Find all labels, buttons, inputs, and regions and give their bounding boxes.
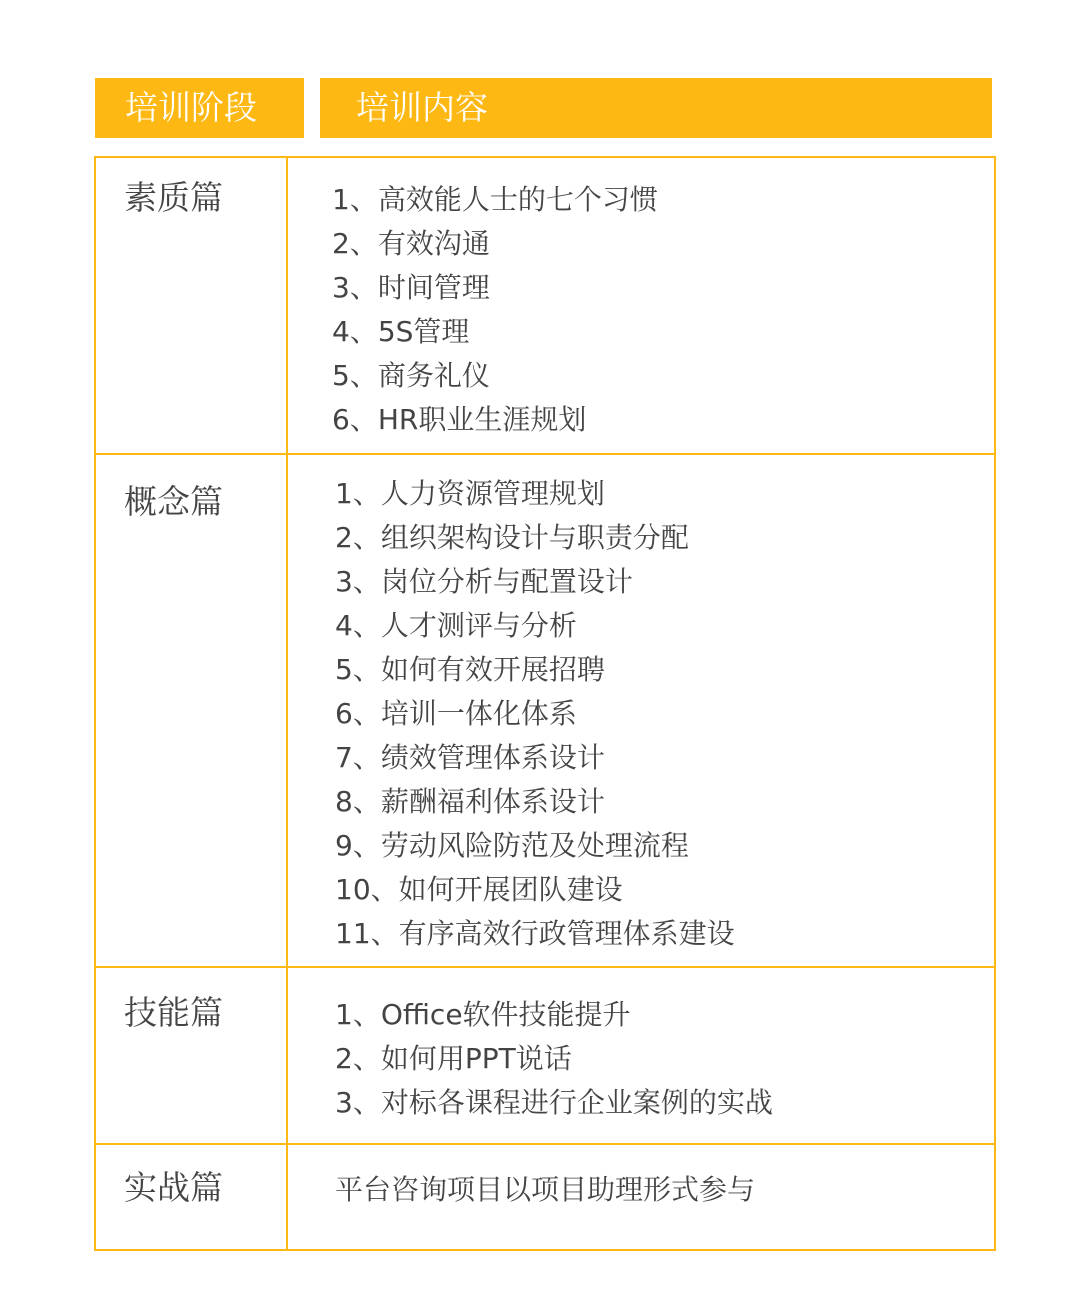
- list-item: 3、岗位分析与配置设计: [335, 565, 633, 598]
- content-list-concept: [335, 472, 735, 956]
- list-item: 6、HR职业生涯规划: [332, 403, 587, 436]
- list-item: 1、Office软件技能提升: [335, 998, 631, 1031]
- header-content-label: 培训内容: [356, 88, 488, 127]
- list-item: 2、如何用PPT说话: [335, 1042, 572, 1075]
- header-content-cell: [320, 78, 992, 138]
- content-list-practice: [335, 1168, 755, 1212]
- content-list-skill: [335, 993, 773, 1125]
- list-item: 2、有效沟通: [332, 227, 490, 260]
- list-item: 3、时间管理: [332, 271, 490, 304]
- content-list-quality: [332, 178, 658, 442]
- list-item: 5、商务礼仪: [332, 359, 490, 392]
- stage-label-quality: 素质篇: [124, 178, 223, 217]
- list-item: 平台咨询项目以项目助理形式参与: [335, 1173, 756, 1206]
- list-item: 7、绩效管理体系设计: [335, 741, 605, 774]
- list-item: 11、有序高效行政管理体系建设: [335, 917, 735, 950]
- header-stage-label: 培训阶段: [125, 88, 257, 127]
- list-item: 8、薪酬福利体系设计: [335, 785, 605, 818]
- list-item: 5、如何有效开展招聘: [335, 653, 605, 686]
- row-divider: [96, 1143, 994, 1145]
- header-stage-cell: [95, 78, 304, 138]
- list-item: 10、如何开展团队建设: [335, 873, 623, 906]
- list-item: 6、培训一体化体系: [335, 697, 577, 730]
- list-item: 3、对标各课程进行企业案例的实战: [335, 1086, 773, 1119]
- training-table: [94, 156, 996, 1251]
- row-divider: [96, 966, 994, 968]
- stage-label-skill: 技能篇: [124, 993, 223, 1032]
- list-item: 9、劳动风险防范及处理流程: [335, 829, 689, 862]
- list-item: 4、人才测评与分析: [335, 609, 577, 642]
- stage-label-practice: 实战篇: [124, 1168, 223, 1207]
- list-item: 4、5S管理: [332, 315, 470, 348]
- row-divider: [96, 453, 994, 455]
- stage-label-concept: 概念篇: [124, 482, 223, 521]
- list-item: 1、人力资源管理规划: [335, 477, 605, 510]
- column-divider: [286, 158, 288, 1249]
- list-item: 2、组织架构设计与职责分配: [335, 521, 689, 554]
- list-item: 1、高效能人士的七个习惯: [332, 183, 658, 216]
